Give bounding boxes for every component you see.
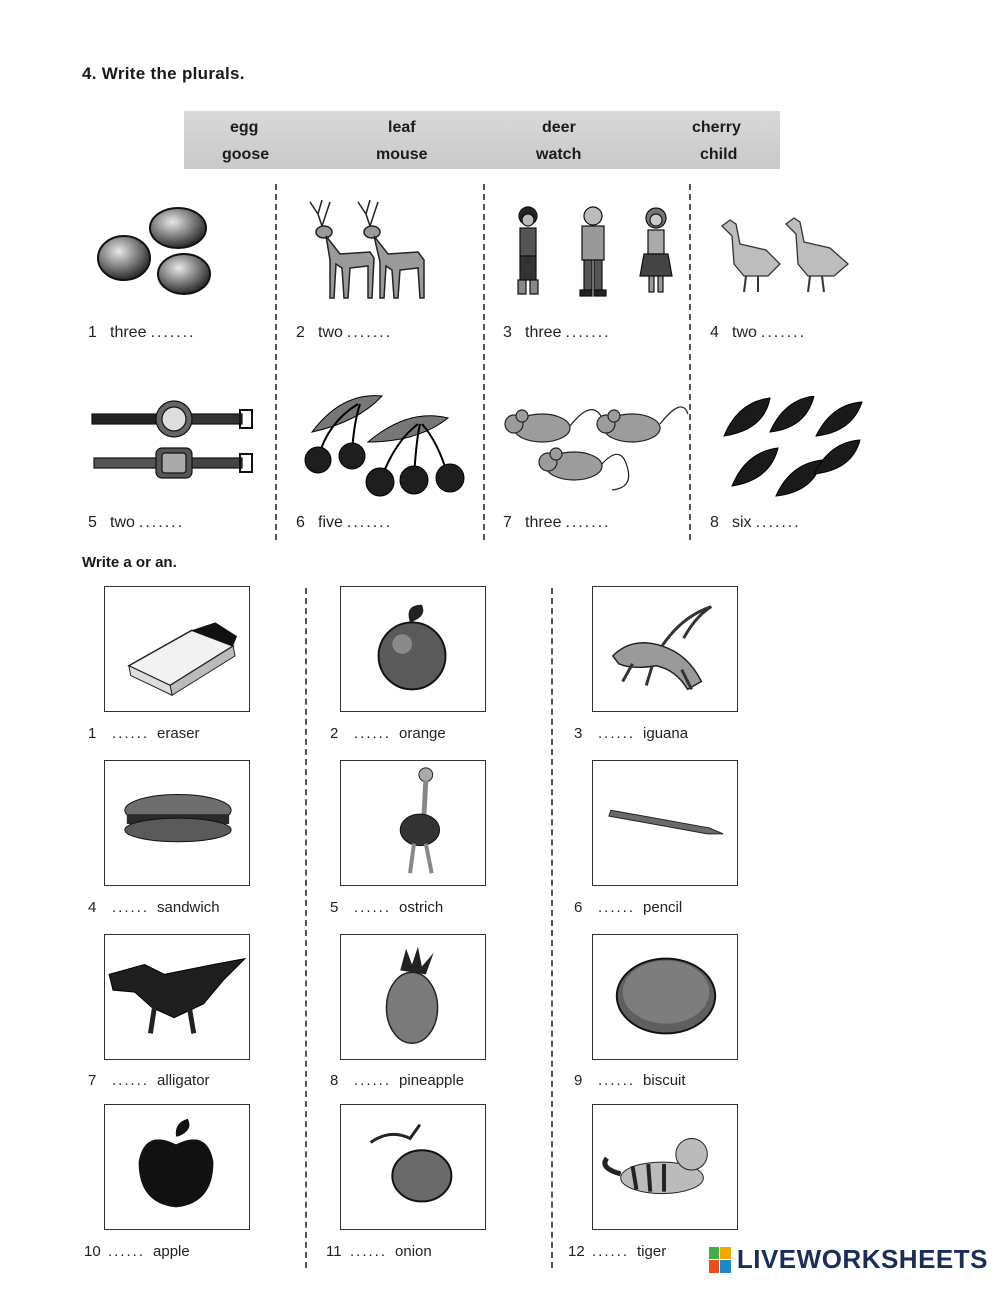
word-bank-item: watch (536, 146, 582, 163)
biscuit-picture (592, 934, 738, 1060)
article-item: 6 ...... pencil (574, 899, 683, 916)
word-bank-item: deer (542, 119, 576, 136)
plural-item: 3 three ....... (503, 324, 611, 341)
article-item: 9 ...... biscuit (574, 1072, 686, 1089)
pineapple-picture (340, 934, 486, 1060)
plural-item: 1 three ....... (88, 324, 196, 341)
article-item: 3 ...... iguana (574, 725, 689, 742)
column-divider (275, 184, 277, 540)
mice-picture (502, 398, 692, 494)
article-item: 10 ...... apple (84, 1243, 190, 1260)
children-picture (508, 202, 688, 302)
plural-item: 2 two ....... (296, 324, 393, 341)
article-item: 1 ...... eraser (88, 725, 200, 742)
iguana-picture (592, 586, 738, 712)
word-bank-item: cherry (692, 119, 741, 136)
liveworksheets-logo (709, 1244, 988, 1275)
eraser-picture (104, 586, 250, 712)
answer-blank[interactable]: ...... (592, 1243, 630, 1260)
column-divider (551, 588, 553, 1268)
onion-picture (340, 1104, 486, 1230)
answer-blank[interactable]: ...... (598, 899, 636, 916)
answer-blank[interactable]: ....... (150, 324, 196, 341)
article-item: 11 ...... onion (326, 1243, 432, 1260)
orange-picture (340, 586, 486, 712)
logo-badge-icon (709, 1247, 731, 1273)
sandwich-picture (104, 760, 250, 886)
eggs-picture (96, 204, 216, 296)
tiger-picture (592, 1104, 738, 1230)
article-item: 4 ...... sandwich (88, 899, 220, 916)
answer-blank[interactable]: ...... (112, 899, 150, 916)
logo-text: LIVEWORKSHEETS (736, 1244, 988, 1274)
article-item: 8 ...... pineapple (330, 1072, 465, 1089)
article-item: 12 ...... tiger (568, 1243, 667, 1260)
plural-item: 5 two ....... (88, 514, 185, 531)
exercise-plurals-title: 4. Write the plurals. (82, 64, 245, 83)
watches-picture (90, 398, 256, 490)
plural-item: 4 two ....... (710, 324, 807, 341)
answer-blank[interactable]: ....... (346, 324, 393, 341)
answer-blank[interactable]: ....... (565, 514, 611, 531)
answer-blank[interactable]: ...... (354, 1072, 392, 1089)
alligator-picture (104, 934, 250, 1060)
answer-blank[interactable]: ...... (112, 1072, 150, 1089)
word-bank-item: goose (222, 146, 270, 163)
word-bank (184, 111, 780, 169)
ostrich-picture (340, 760, 486, 886)
plural-item: 6 five ....... (296, 514, 393, 531)
answer-blank[interactable]: ...... (108, 1243, 146, 1260)
exercise-articles-title: Write a or an. (82, 554, 177, 571)
article-item: 5 ...... ostrich (330, 899, 444, 916)
article-item: 7 ...... alligator (88, 1072, 210, 1089)
answer-blank[interactable]: ...... (598, 725, 636, 742)
geese-picture (718, 214, 858, 298)
answer-blank[interactable]: ....... (138, 514, 185, 531)
answer-blank[interactable]: ...... (354, 725, 392, 742)
pencil-picture (592, 760, 738, 886)
apple-picture (104, 1104, 250, 1230)
deer-picture (300, 194, 440, 306)
cherries-picture (298, 392, 470, 500)
answer-blank[interactable]: ....... (346, 514, 393, 531)
answer-blank[interactable]: ...... (598, 1072, 636, 1089)
answer-blank[interactable]: ...... (112, 725, 150, 742)
answer-blank[interactable]: ....... (565, 324, 611, 341)
answer-blank[interactable]: ...... (350, 1243, 388, 1260)
word-bank-item: leaf (388, 119, 416, 136)
plural-item: 8 six ....... (710, 514, 801, 531)
column-divider (483, 184, 485, 540)
word-bank-item: child (700, 146, 738, 163)
answer-blank[interactable]: ....... (760, 324, 807, 341)
word-bank-item: mouse (376, 146, 428, 163)
leaves-picture (718, 396, 868, 504)
column-divider (305, 588, 307, 1268)
answer-blank[interactable]: ....... (755, 514, 801, 531)
article-item: 2 ...... orange (330, 725, 446, 742)
word-bank-item: egg (230, 119, 259, 136)
plural-item: 7 three ....... (503, 514, 611, 531)
answer-blank[interactable]: ...... (354, 899, 392, 916)
